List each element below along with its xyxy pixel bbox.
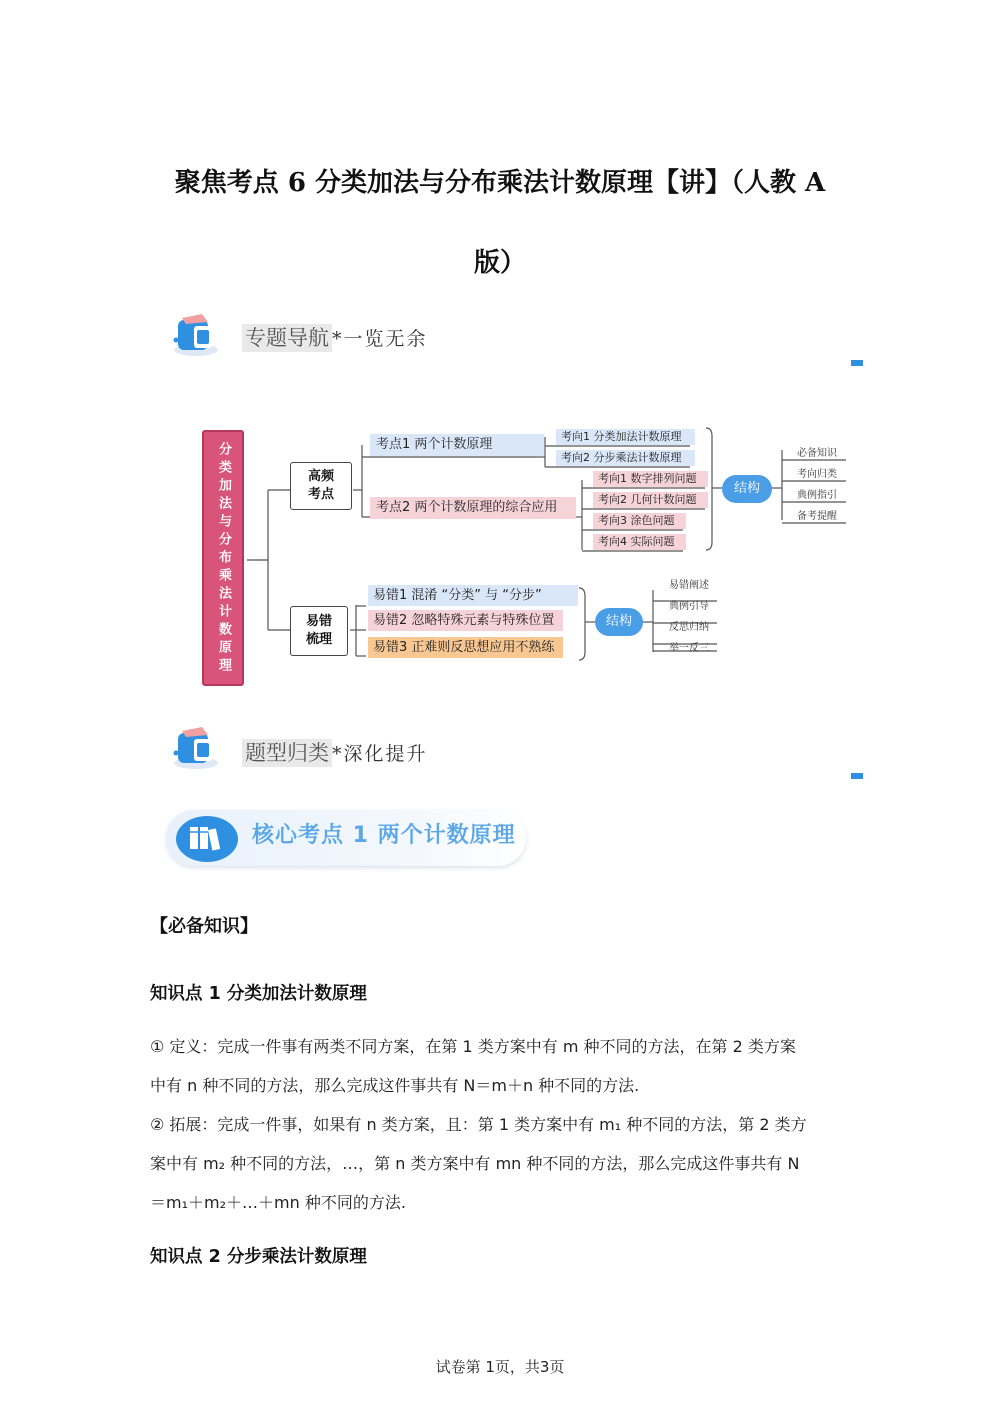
nav-banner-subtitle: *一览无余: [332, 328, 428, 350]
book-icon: [168, 312, 224, 358]
error-item-3: 易错3 正难则反思想应用不熟练: [368, 637, 563, 658]
structure1-item-2: 考向归类: [797, 469, 837, 480]
structure2-item-2: 典例引导: [669, 601, 709, 612]
point2-item-1: 考向1 数字排列问题: [593, 471, 708, 487]
structure-node-1: 结构: [722, 475, 772, 503]
types-banner-title: 题型归类: [242, 739, 332, 767]
types-banner-text: [242, 737, 428, 767]
core-point-icon-wrap: [174, 814, 240, 868]
page-footer: 试卷第 1页，共3页: [435, 1358, 565, 1376]
book-icon: [168, 725, 224, 771]
structure1-item-1: 必备知识: [797, 448, 837, 459]
branch-high-frequency-line2: 考点: [307, 487, 334, 502]
error-item-2: 易错2 忽略特殊元素与特殊位置: [368, 610, 563, 631]
point2-item-4: 考向4 实际问题: [593, 534, 686, 550]
knowledge-point-1-heading: 知识点 1 分类加法计数原理: [150, 984, 367, 1004]
kp1-extension-line2: 案中有 m₂ 种不同的方法，…，第 n 类方案中有 mn 种不同的方法，那么完成这件事共有 N: [150, 1154, 800, 1173]
nav-banner-text: [242, 322, 428, 352]
branch-high-frequency: [290, 462, 352, 510]
structure1-item-4: 备考提醒: [797, 511, 837, 522]
structure2-item-4: 举一反三: [669, 643, 709, 654]
point2-item-2: 考向2 几何计数问题: [593, 492, 708, 508]
point2-item-3: 考向3 涂色问题: [593, 513, 686, 529]
required-knowledge-heading: 【必备知识】: [150, 916, 258, 937]
mind-map-root: [202, 430, 244, 686]
blue-dash-marker: [851, 773, 863, 779]
core-point-title: 核心考点 1 两个计数原理: [252, 823, 516, 848]
error-item-1: 易错1 混淆 “分类” 与 “分步”: [368, 585, 578, 606]
kp1-extension-line3: ＝m₁＋m₂＋…＋mn 种不同的方法.: [150, 1193, 406, 1212]
structure1-item-3: 典例指引: [797, 490, 837, 501]
nav-banner-title: 专题导航: [242, 324, 332, 352]
structure2-item-3: 反思归纳: [669, 622, 709, 633]
branch-common-errors: [290, 606, 348, 656]
books-icon: [174, 814, 240, 864]
types-banner-subtitle: *深化提升: [332, 743, 428, 765]
structure2-item-1: 易错阐述: [669, 580, 709, 591]
kp1-definition-line1: ① 定义：完成一件事有两类不同方案，在第 1 类方案中有 m 种不同的方法，在第 2 类方案: [150, 1037, 796, 1056]
document-title-line2: 版）: [473, 248, 526, 278]
branch-high-frequency-line1: 高频: [307, 469, 334, 484]
exam-point-1: 考点1 两个计数原理: [370, 434, 544, 456]
document-title-line1: 聚焦考点 6 分类加法与分布乘法计数原理【讲】（人教 A: [174, 168, 826, 198]
branch-common-errors-line1: 易错: [305, 614, 332, 629]
nav-banner: [168, 312, 224, 362]
kp1-definition-line2: 中有 n 种不同的方法，那么完成这件事共有 N＝m＋n 种不同的方法.: [150, 1076, 640, 1095]
structure-node-2: 结构: [595, 608, 643, 636]
blue-dash-marker: [851, 360, 863, 366]
kp1-extension-line1: ② 拓展：完成一件事，如果有 n 类方案，且：第 1 类方案中有 m₁ 种不同的方法，第 2 类方: [150, 1115, 807, 1134]
types-banner: [168, 725, 224, 775]
branch-common-errors-line2: 梳理: [305, 632, 332, 647]
point1-item-2: 考向2 分步乘法计数原理: [556, 450, 695, 466]
knowledge-point-2-heading: 知识点 2 分步乘法计数原理: [150, 1247, 367, 1267]
exam-point-2: 考点2 两个计数原理的综合应用: [370, 497, 576, 519]
mind-map-root-label: 分类加法与分布乘法计数原理: [216, 442, 231, 676]
point1-item-1: 考向1 分类加法计数原理: [556, 429, 695, 445]
